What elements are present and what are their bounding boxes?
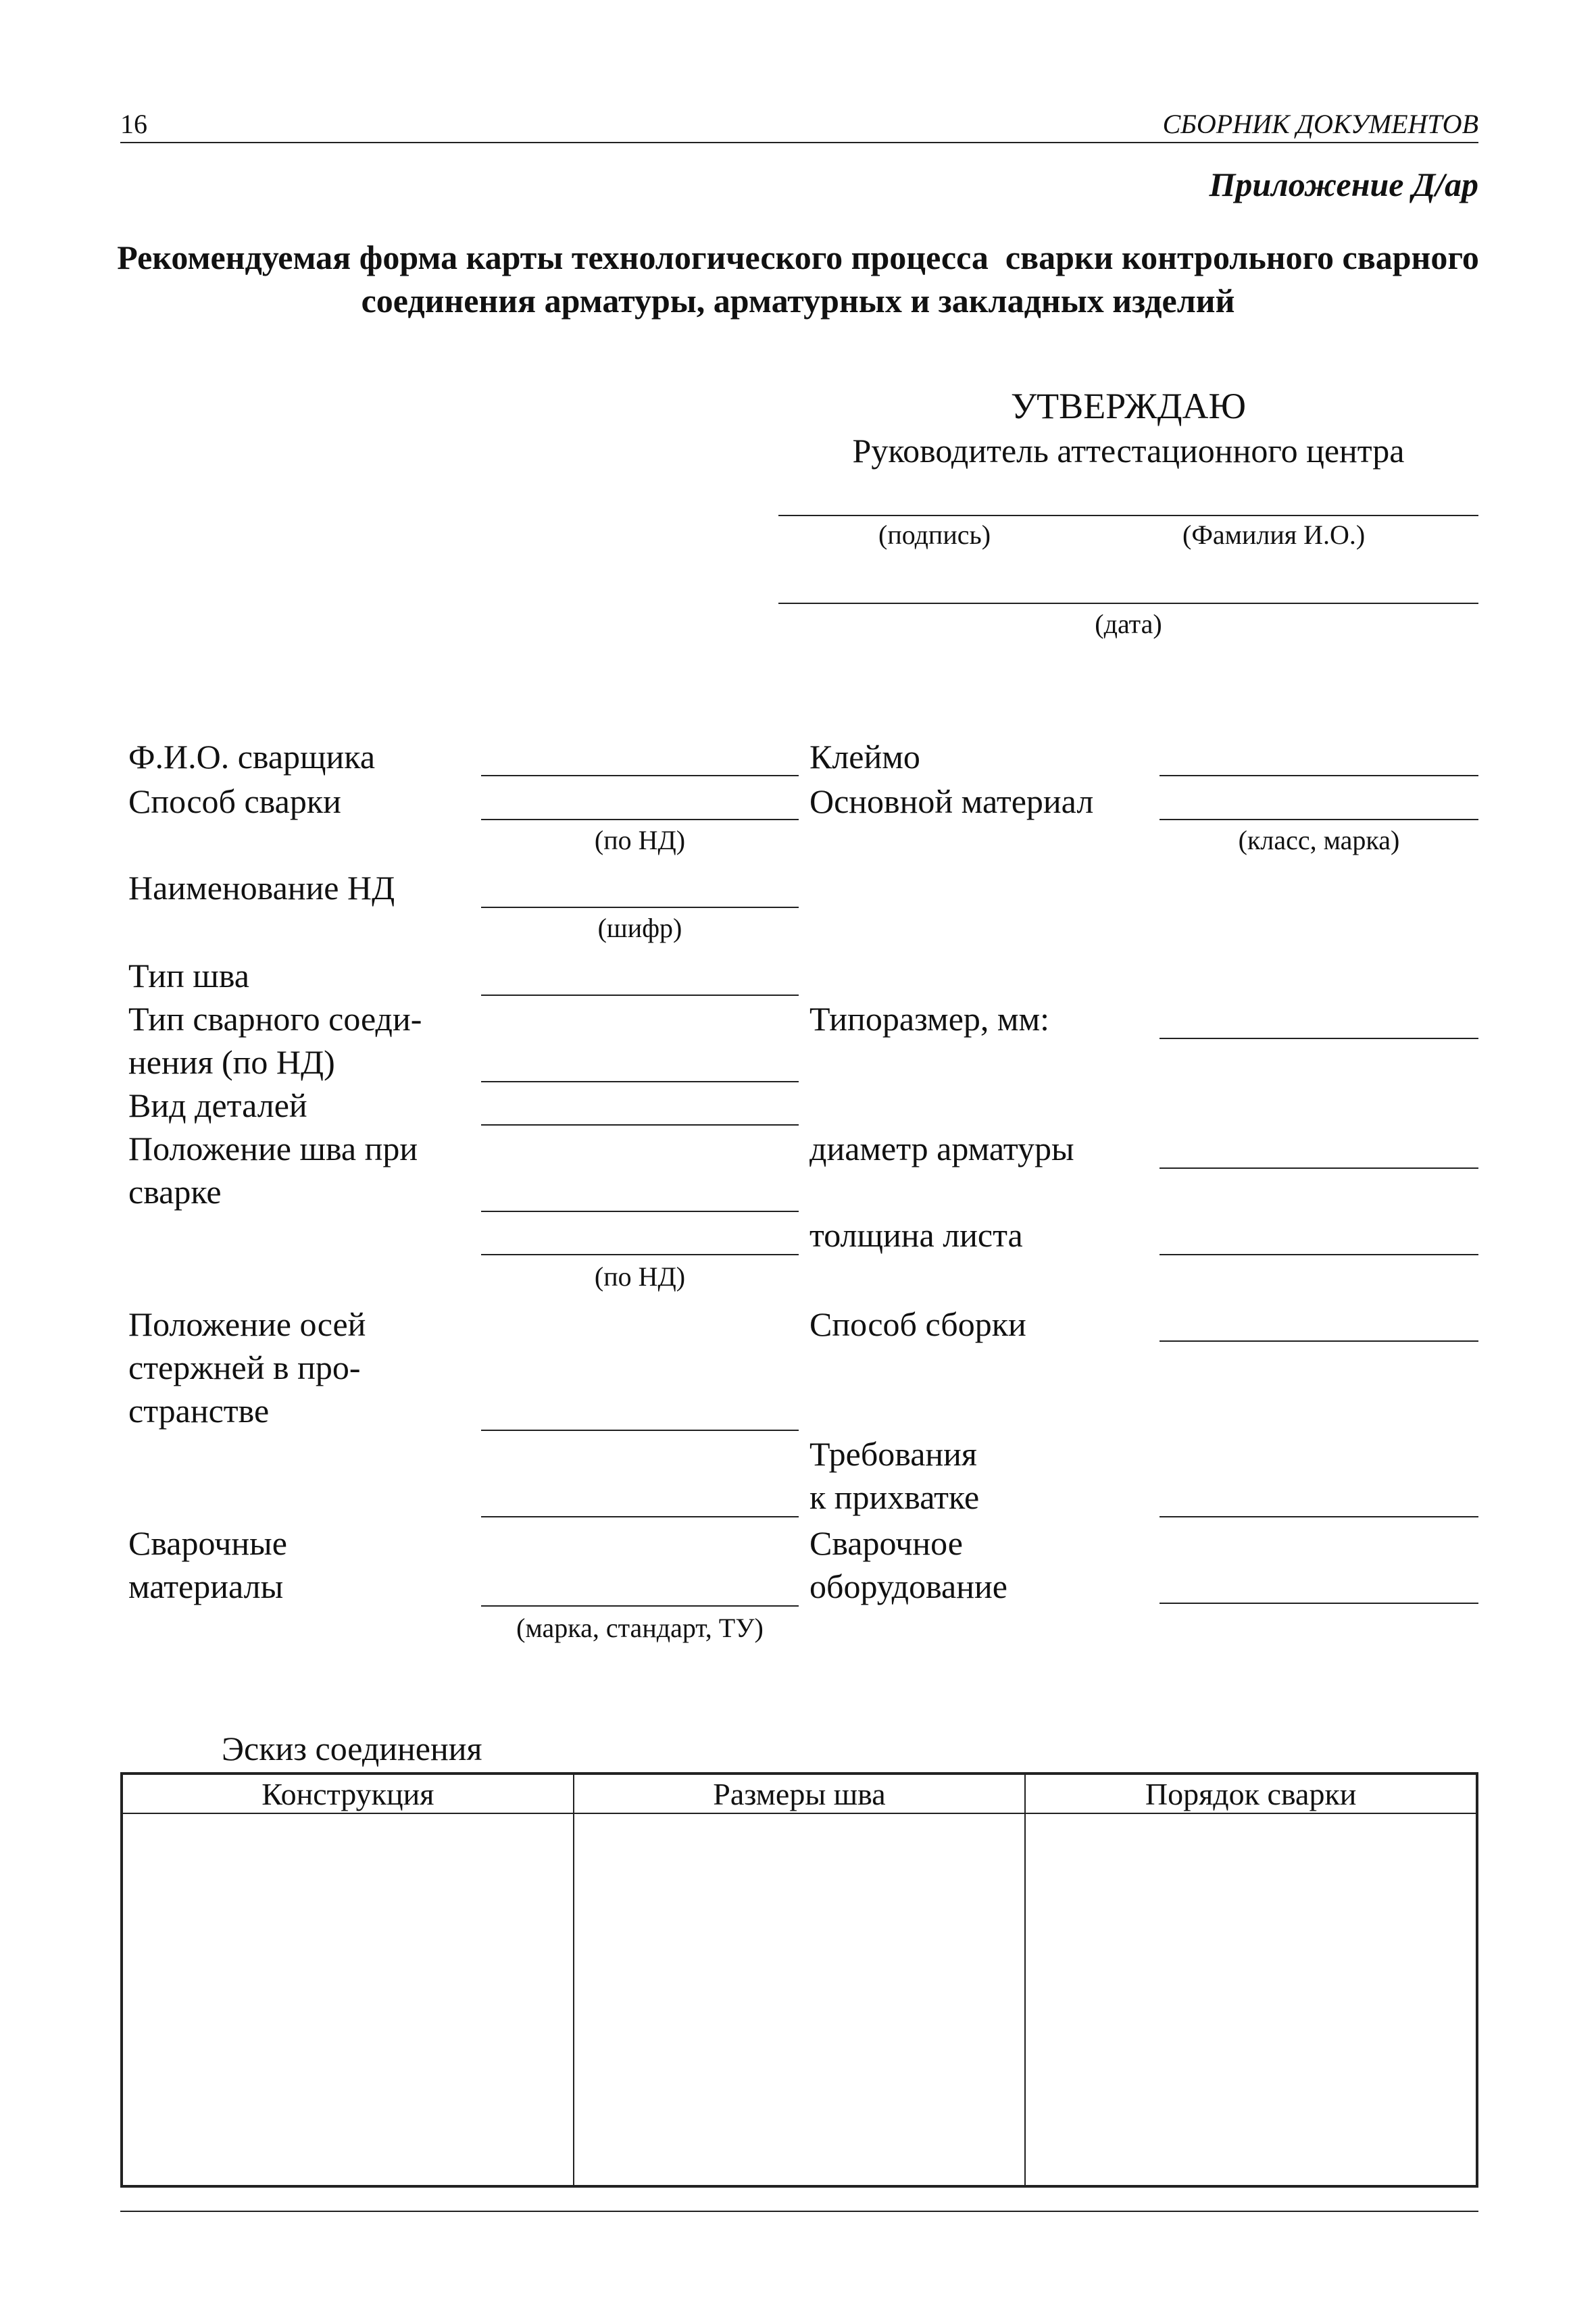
sketch-header-row bbox=[122, 1774, 1477, 1813]
consumables-hint: (марка, стандарт, ТУ) bbox=[516, 1613, 764, 1643]
tack-requirements-field[interactable] bbox=[1159, 1516, 1478, 1517]
seam-position-field-1[interactable] bbox=[481, 1211, 799, 1212]
welding-order-cell[interactable] bbox=[1025, 1813, 1477, 2186]
consumables-field[interactable] bbox=[481, 1605, 799, 1607]
base-material-field[interactable] bbox=[1159, 819, 1478, 820]
footer-rule bbox=[120, 2211, 1478, 2212]
sheet-thickness-field[interactable] bbox=[1159, 1254, 1478, 1255]
axes-position-label-line3: странстве bbox=[128, 1392, 270, 1430]
seam-position-field-2[interactable] bbox=[481, 1254, 799, 1255]
signature-hint: (подпись) bbox=[878, 520, 991, 550]
welding-method-hint: (по НД) bbox=[594, 825, 686, 855]
consumables-label-line1: Сварочные bbox=[128, 1524, 287, 1562]
appendix-label: Приложение Д/ар bbox=[1209, 166, 1478, 203]
base-material-hint: (класс, марка) bbox=[1238, 825, 1400, 855]
page-number: 16 bbox=[120, 109, 147, 139]
stamp-label: Клеймо bbox=[809, 738, 920, 776]
parts-type-field[interactable] bbox=[481, 1124, 799, 1126]
assembly-method-field[interactable] bbox=[1159, 1340, 1478, 1342]
sketch-table bbox=[120, 1772, 1478, 2188]
welding-method-label: Способ сварки bbox=[128, 782, 341, 820]
joint-type-field[interactable] bbox=[481, 1081, 799, 1082]
nd-name-label: Наименование НД bbox=[128, 869, 395, 907]
parts-type-label: Вид деталей bbox=[128, 1086, 307, 1124]
seam-position-hint: (по НД) bbox=[594, 1261, 686, 1292]
column-header-welding-order: Порядок сварки bbox=[1025, 1774, 1477, 1813]
typesize-field[interactable] bbox=[1159, 1038, 1478, 1039]
seam-position-label-line1: Положение шва при bbox=[128, 1130, 418, 1167]
document-title-line2: соединения арматуры, арматурных и закладных изделий bbox=[361, 282, 1235, 320]
seam-type-label: Тип шва bbox=[128, 957, 249, 995]
nd-name-hint: (шифр) bbox=[597, 913, 682, 943]
consumables-label-line2: материалы bbox=[128, 1567, 284, 1605]
nd-name-field[interactable] bbox=[481, 907, 799, 908]
date-line[interactable] bbox=[778, 603, 1478, 604]
equipment-label-line2: оборудование bbox=[809, 1567, 1007, 1605]
assembly-method-label: Способ сборки bbox=[809, 1305, 1026, 1343]
welder-name-field[interactable] bbox=[481, 775, 799, 776]
axes-position-field-2[interactable] bbox=[481, 1516, 799, 1517]
welding-method-field[interactable] bbox=[481, 819, 799, 820]
approve-heading: УТВЕРЖДАЮ bbox=[1010, 386, 1247, 426]
column-header-seam-dimensions: Размеры шва bbox=[574, 1774, 1026, 1813]
seam-dimensions-cell[interactable] bbox=[574, 1813, 1026, 2186]
header-rule bbox=[120, 142, 1478, 143]
equipment-label-line1: Сварочное bbox=[809, 1524, 963, 1562]
construction-cell[interactable] bbox=[122, 1813, 574, 2186]
column-header-construction: Конструкция bbox=[122, 1774, 574, 1813]
name-hint: (Фамилия И.О.) bbox=[1182, 520, 1366, 550]
document-title-line1: Рекомендуемая форма карты технологического процесса сварки контрольного сварного bbox=[117, 238, 1479, 276]
joint-type-label-line1: Тип сварного соеди- bbox=[128, 1000, 422, 1038]
rebar-diameter-label: диаметр арматуры bbox=[809, 1130, 1074, 1167]
approver-position: Руководитель аттестационного центра bbox=[852, 432, 1405, 470]
axes-position-label-line2: стержней в про- bbox=[128, 1349, 361, 1386]
typesize-label: Типоразмер, мм: bbox=[809, 1000, 1050, 1038]
axes-position-label-line1: Положение осей bbox=[128, 1305, 366, 1343]
collection-title: СБОРНИК ДОКУМЕНТОВ bbox=[1162, 109, 1478, 139]
sheet-thickness-label: толщина листа bbox=[809, 1216, 1023, 1254]
rebar-diameter-field[interactable] bbox=[1159, 1167, 1478, 1169]
sketch-body-row bbox=[122, 1813, 1477, 2186]
tack-requirements-label-line1: Требования bbox=[809, 1435, 977, 1473]
stamp-field[interactable] bbox=[1159, 775, 1478, 776]
joint-type-label-line2: нения (по НД) bbox=[128, 1043, 335, 1081]
signature-line[interactable] bbox=[778, 515, 1478, 516]
seam-position-label-line2: сварке bbox=[128, 1173, 222, 1211]
base-material-label: Основной материал bbox=[809, 782, 1094, 820]
tack-requirements-label-line2: к прихватке bbox=[809, 1478, 980, 1516]
date-hint: (дата) bbox=[1095, 609, 1162, 639]
seam-type-field[interactable] bbox=[481, 995, 799, 996]
welder-name-label: Ф.И.О. сварщика bbox=[128, 738, 376, 776]
axes-position-field-1[interactable] bbox=[481, 1430, 799, 1431]
sketch-caption: Эскиз соединения bbox=[222, 1730, 482, 1767]
equipment-field[interactable] bbox=[1159, 1603, 1478, 1604]
